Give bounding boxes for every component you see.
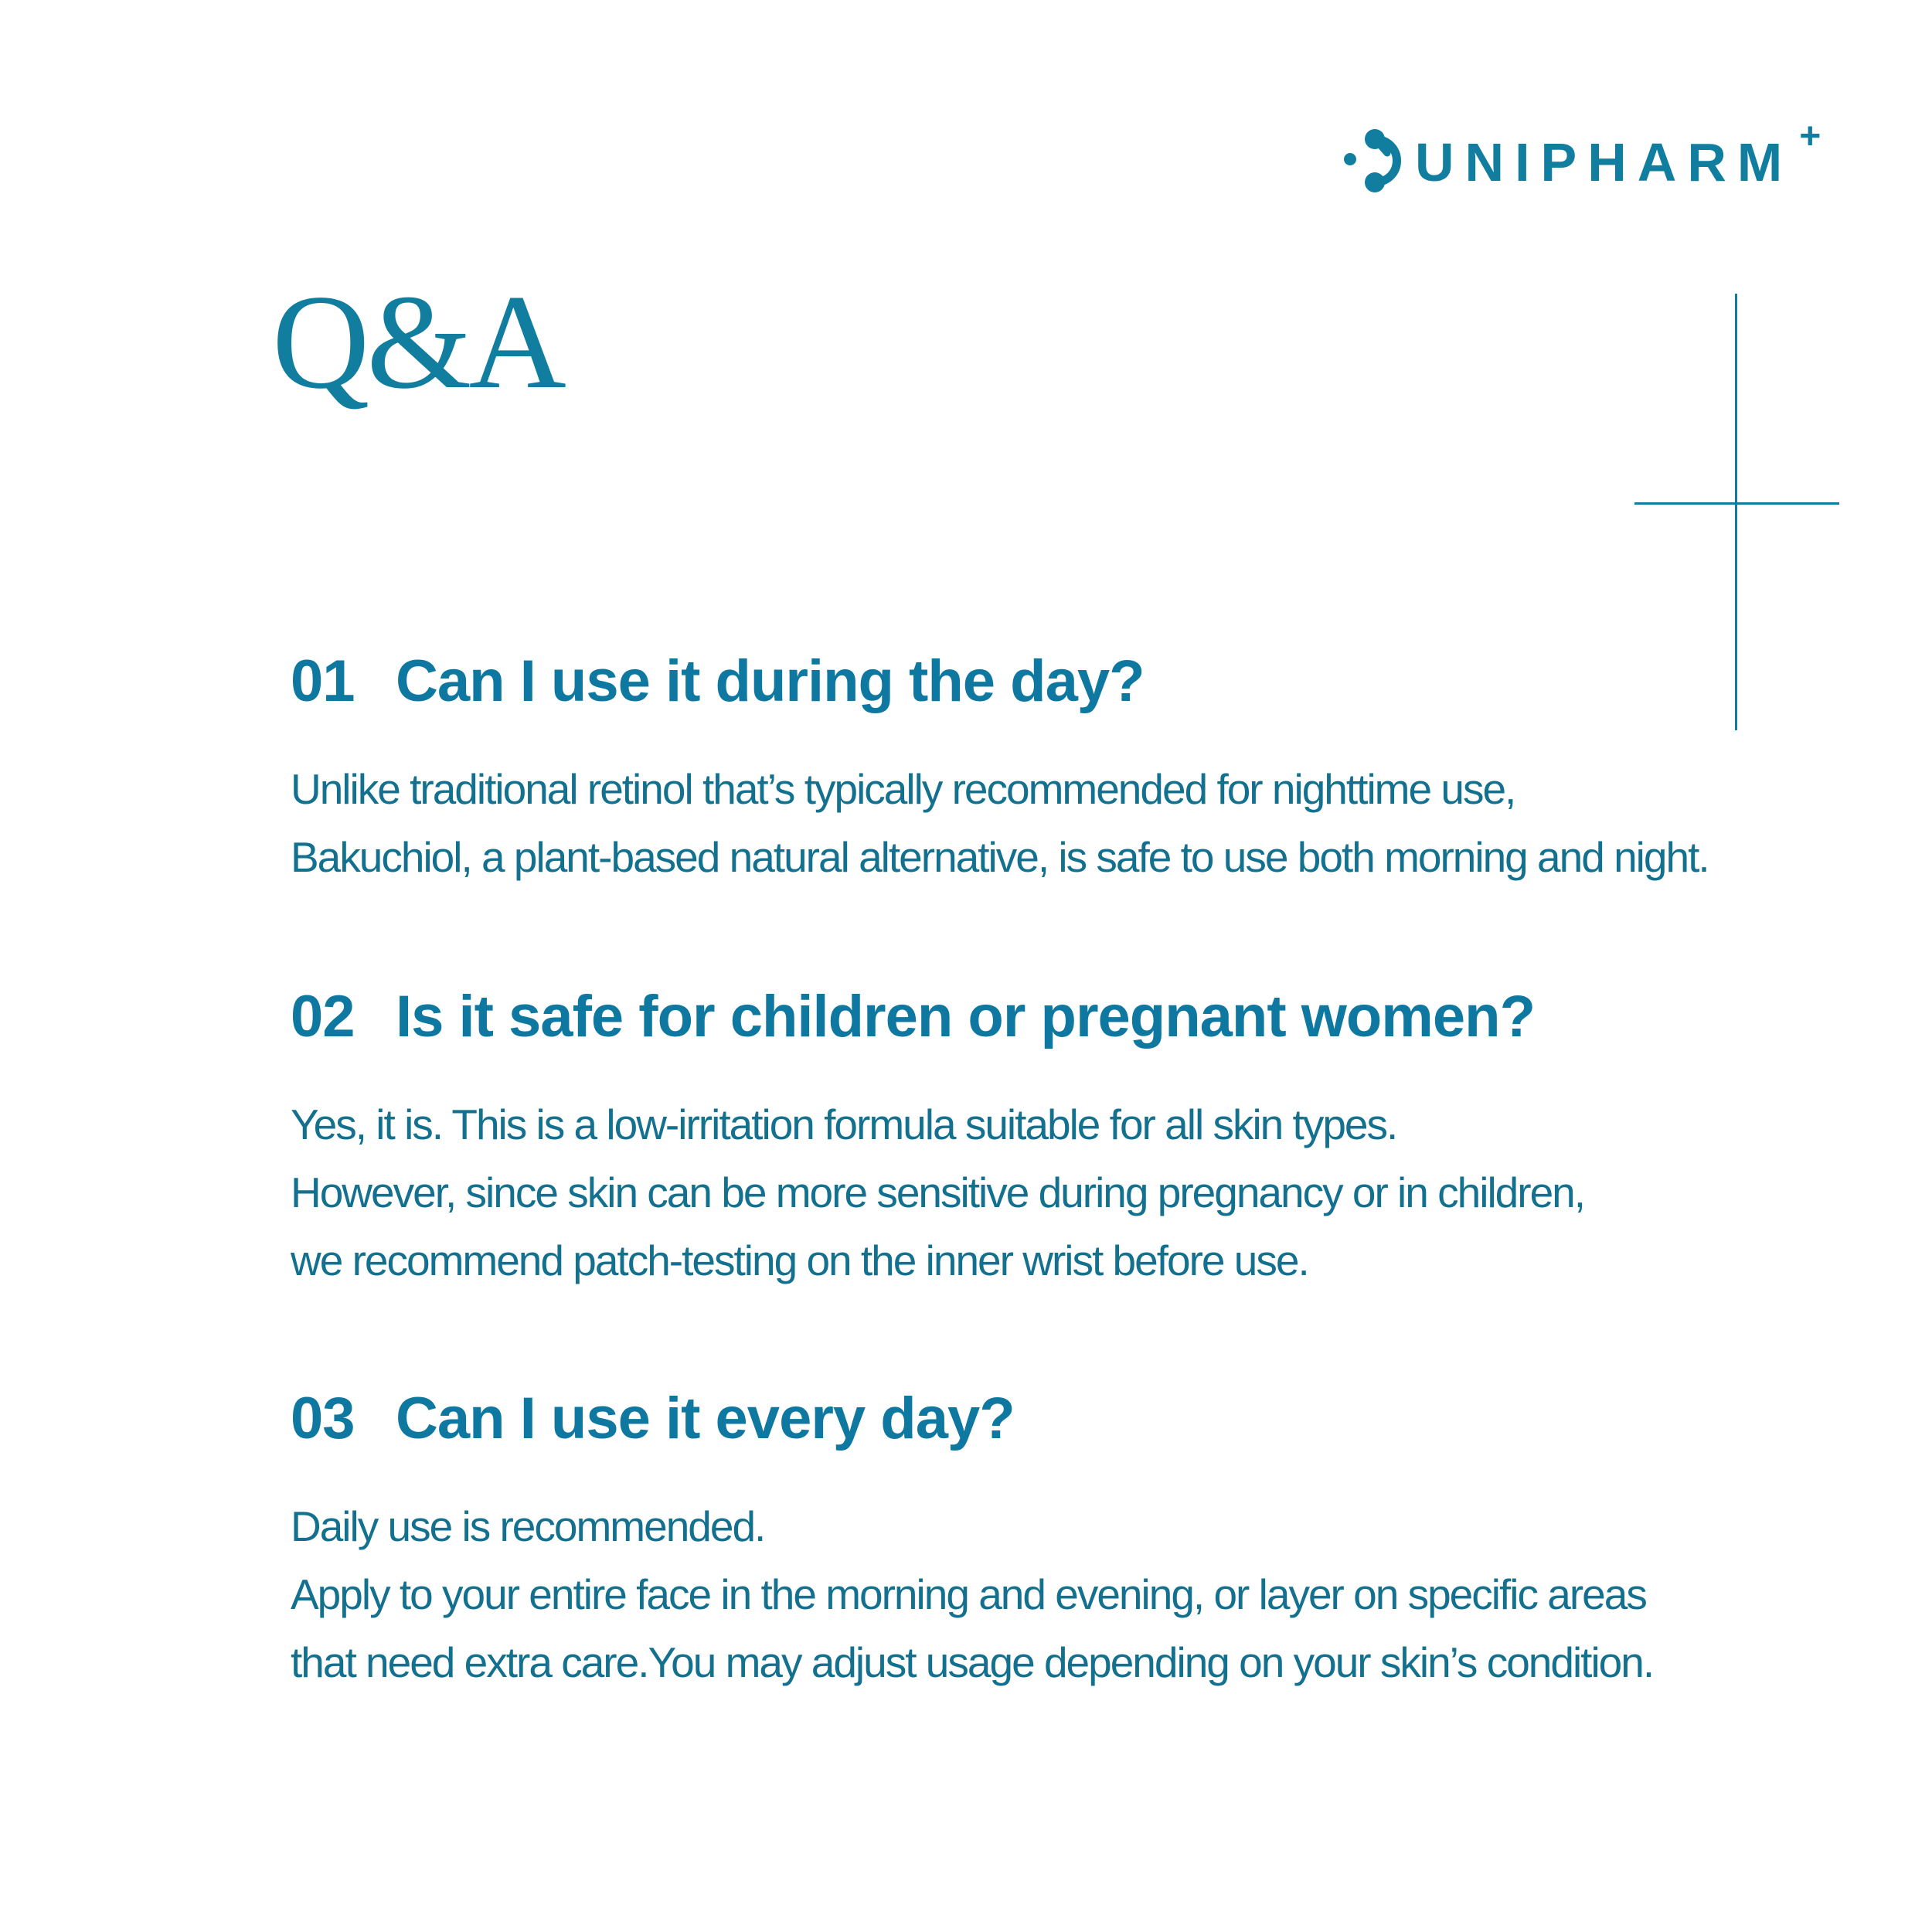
answer-line: we recommend patch-testing on the inner wrist before use. bbox=[291, 1236, 1308, 1285]
answer-line: However, since skin can be more sensitive during pregnancy or in children, bbox=[291, 1168, 1585, 1217]
qa-item-02 bbox=[291, 983, 1836, 1294]
answer-text bbox=[291, 1090, 1836, 1294]
question-heading bbox=[291, 983, 1836, 1050]
question-number: 02 bbox=[291, 984, 355, 1049]
brand-name: UNIPHARM + bbox=[1415, 116, 1821, 192]
cross-horizontal-line bbox=[1634, 502, 1839, 505]
qa-item-03 bbox=[291, 1385, 1836, 1696]
page-title: Q&A bbox=[272, 267, 563, 417]
question-text: Is it safe for children or pregnant women? bbox=[396, 984, 1535, 1049]
question-number: 03 bbox=[291, 1386, 355, 1451]
question-text: Can I use it every day? bbox=[396, 1386, 1015, 1451]
answer-text bbox=[291, 755, 1836, 891]
answer-line: that need extra care.You may adjust usage depending on your skin’s condition. bbox=[291, 1638, 1654, 1687]
question-number: 01 bbox=[291, 648, 355, 714]
answer-line: Daily use is recommended. bbox=[291, 1502, 765, 1551]
question-text: Can I use it during the day? bbox=[396, 648, 1145, 714]
qa-item-01 bbox=[291, 648, 1836, 891]
molecule-icon bbox=[1341, 124, 1418, 201]
answer-line: Bakuchiol, a plant-based natural alternative, is safe to use both morning and night. bbox=[291, 833, 1709, 882]
answer-line: Yes, it is. This is a low-irritation formula suitable for all skin types. bbox=[291, 1100, 1397, 1149]
question-heading bbox=[291, 1385, 1836, 1452]
answer-line: Unlike traditional retinol that’s typically recommended for nighttime use, bbox=[291, 765, 1515, 814]
answer-text bbox=[291, 1492, 1836, 1696]
question-heading bbox=[291, 648, 1836, 715]
answer-line: Apply to your entire face in the morning and evening, or layer on specific areas bbox=[291, 1570, 1646, 1619]
brand-logo bbox=[1341, 116, 1821, 201]
brand-superscript: + bbox=[1799, 116, 1821, 157]
